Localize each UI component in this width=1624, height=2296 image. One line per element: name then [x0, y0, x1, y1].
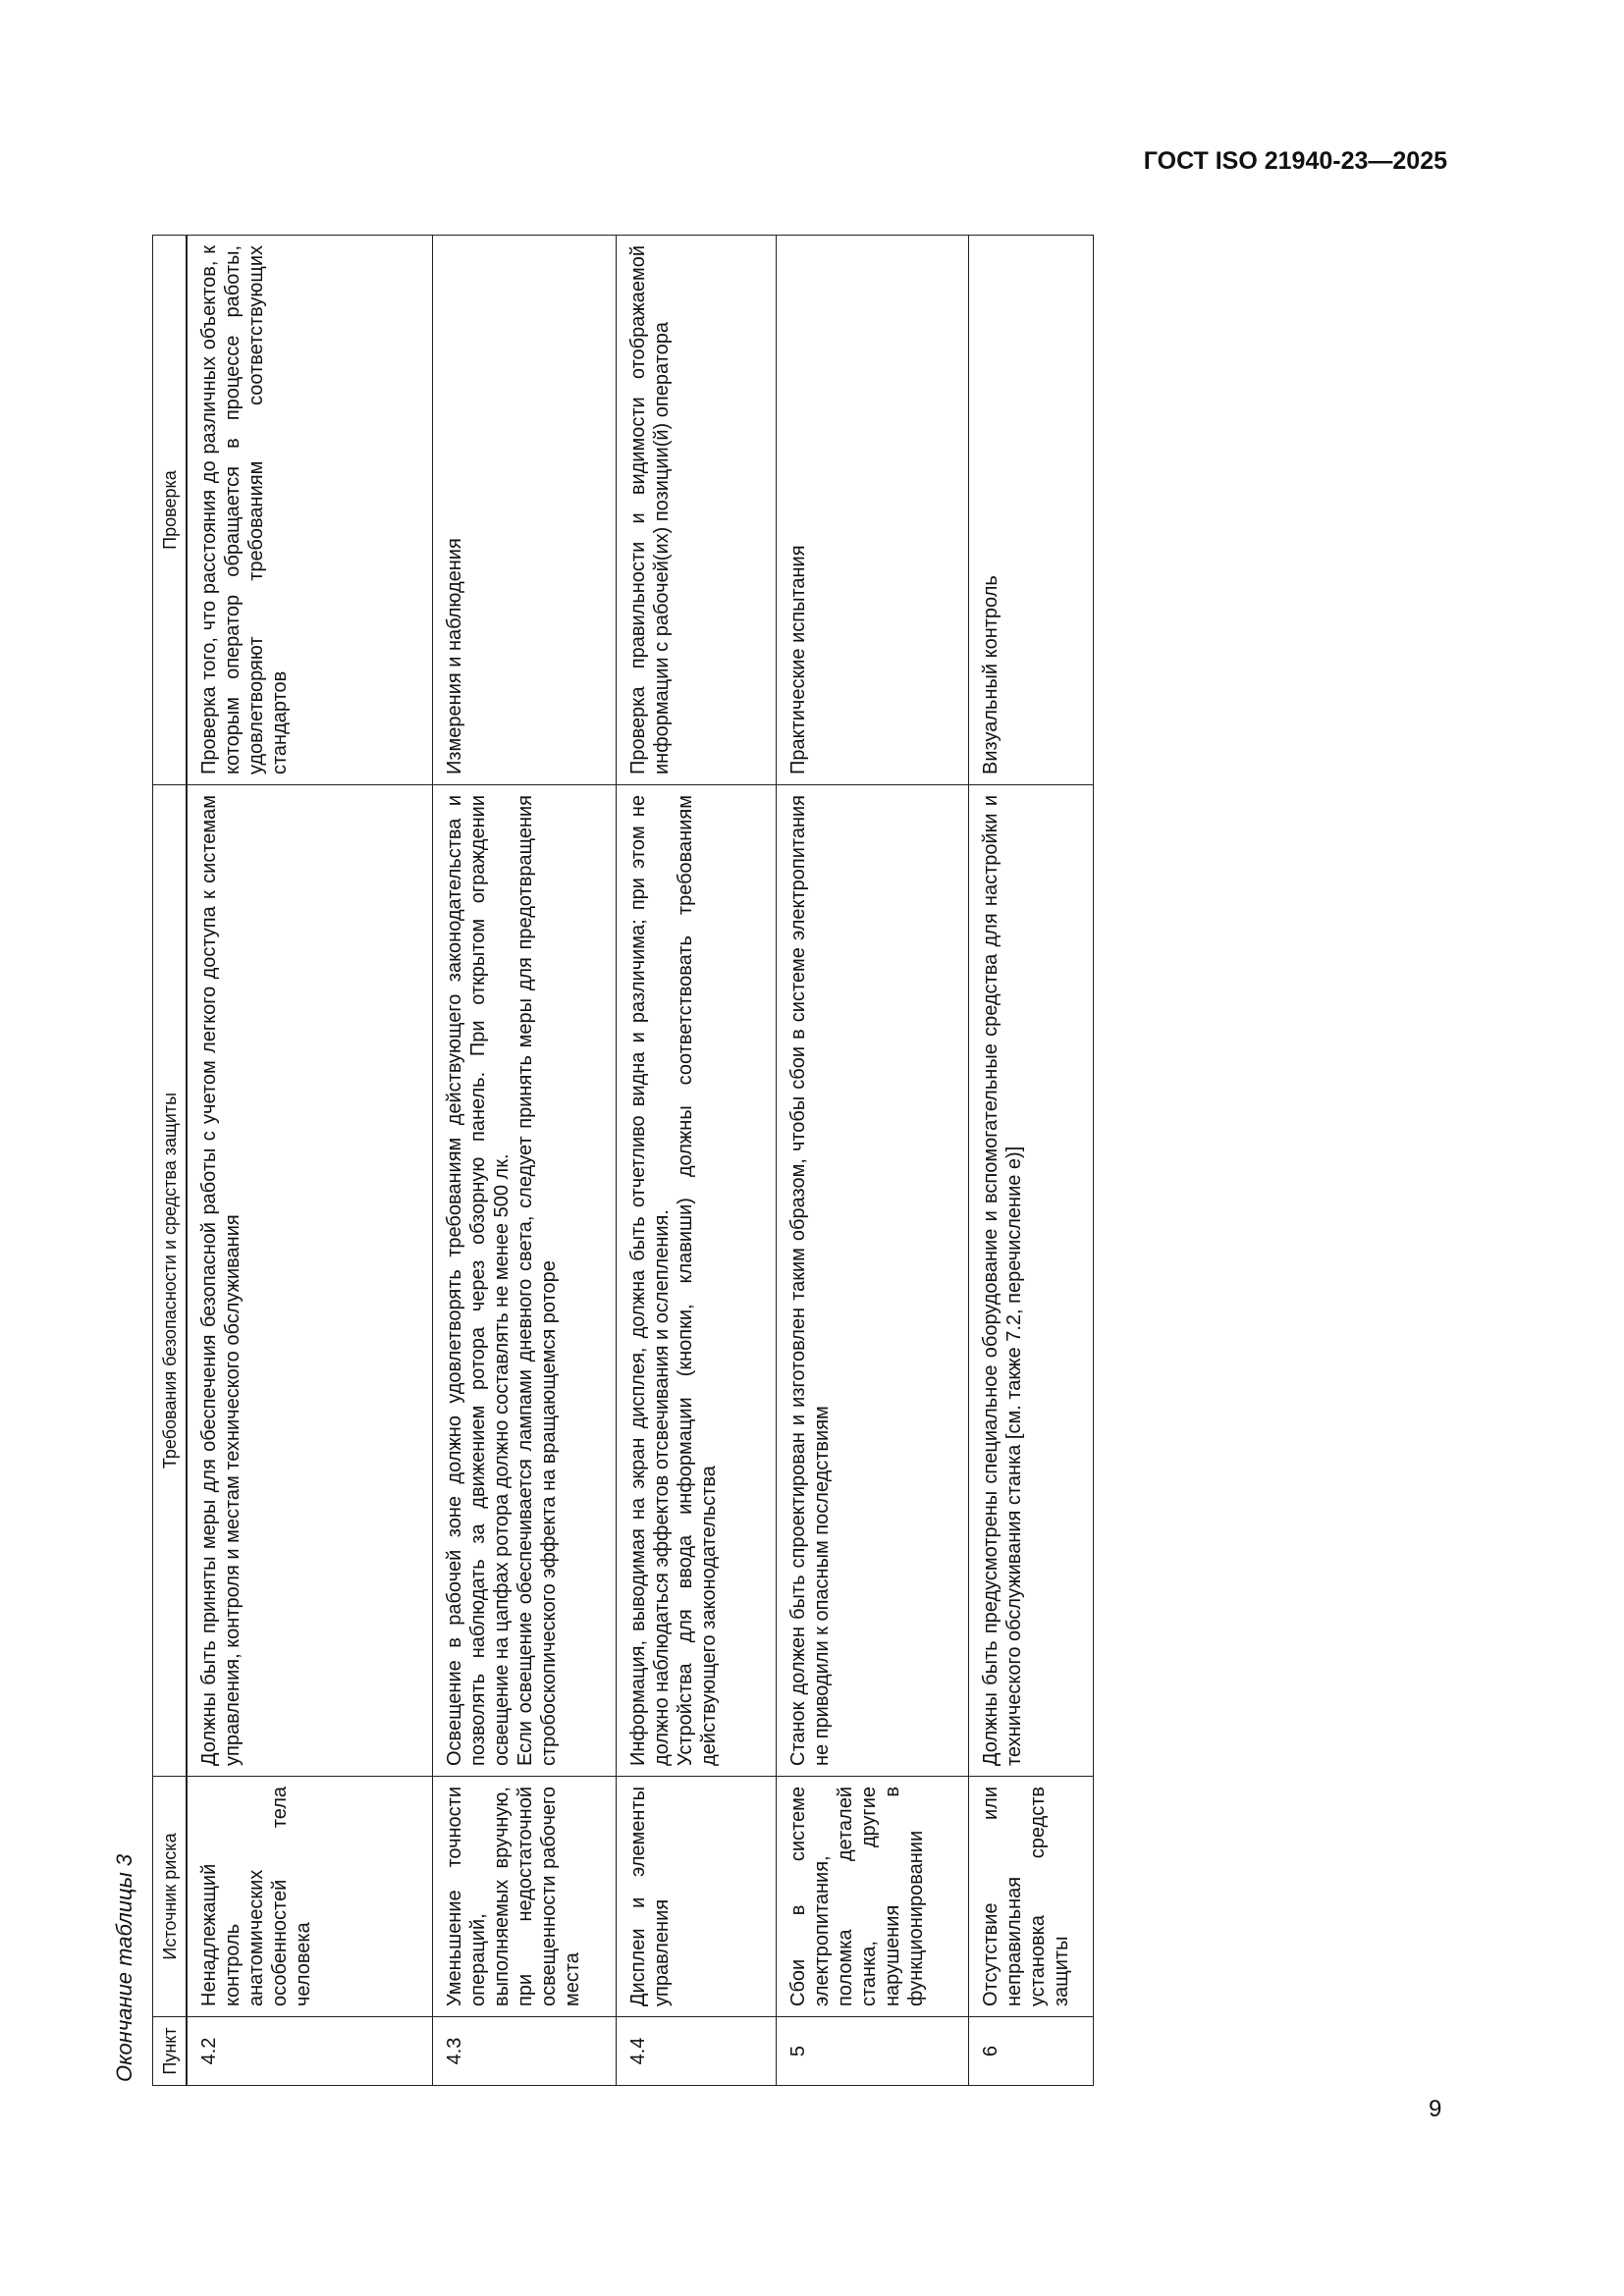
cell-source: Сбои в системе электропитания, поломка деталей станка, другие нарушения в функционировании: [776, 1777, 968, 2017]
requirements-table: [152, 235, 1094, 2086]
cell-check: Проверка того, что расстояния до различных объектов, к которым оператор обращается в процессе работы, удовлетворяют требованиям соответствующих стандартов: [187, 236, 432, 785]
requirements-paragraph: Устройства для ввода информации (кнопки, клавиши) должны соответствовать требованиям действующего законодательства: [674, 795, 720, 1766]
cell-check: Проверка правильности и видимости отображаемой информации с рабочей(их) позиции(й) оператора: [616, 236, 776, 785]
document-id: ГОСТ ISO 21940-23—2025: [1143, 147, 1447, 175]
requirements-paragraph: Информация, выводимая на экран дисплея, должна быть отчетливо видна и различима; при этом не должно наблюдаться эффектов отсвечивания и ослепления.: [626, 795, 673, 1766]
table-header-row: [153, 236, 188, 2086]
cell-requirements: [432, 785, 616, 1777]
col-header-punkt: Пункт: [153, 2017, 188, 2086]
cell-check: Измерения и наблюдения: [432, 236, 616, 785]
table-row: [968, 236, 1093, 2086]
table-caption: Окончание таблицы 3: [112, 1853, 136, 2082]
cell-source: Уменьшение точности операций, выполняемых вручную, при недостаточной освещенности рабочего места: [432, 1777, 616, 2017]
cell-requirements: Должны быть приняты меры для обеспечения безопасной работы с учетом легкого доступа к системам управления, контроля и местам технического обслуживания: [187, 785, 432, 1777]
cell-check: Практические испытания: [776, 236, 968, 785]
page-number: 9: [1429, 2096, 1442, 2122]
table-row: [187, 236, 432, 2086]
cell-punkt: 6: [968, 2017, 1093, 2086]
table-row: [616, 236, 776, 2086]
col-header-check: Проверка: [153, 236, 188, 785]
cell-check: Визуальный контроль: [968, 236, 1093, 785]
requirements-paragraph: Освещение в рабочей зоне должно удовлетворять требованиям действующего законодательства и позволять наблюдать за движением ротора через обзорную панель. При открытом ограждении освещение на цапфах ротора должно составлять не менее 500 лк.: [443, 795, 513, 1766]
cell-punkt: 4.4: [616, 2017, 776, 2086]
col-header-requirements: Требования безопасности и средства защиты: [153, 785, 188, 1777]
cell-source: Дисплеи и элементы управления: [616, 1777, 776, 2017]
cell-punkt: 5: [776, 2017, 968, 2086]
cell-requirements: [616, 785, 776, 1777]
table-row: [432, 236, 616, 2086]
cell-punkt: 4.3: [432, 2017, 616, 2086]
table-row: [776, 236, 968, 2086]
cell-requirements: Должны быть предусмотрены специальное оборудование и вспомогательные средства для настройки и технического обслуживания станка [см. также 7.2, перечисление е)]: [968, 785, 1093, 1777]
cell-punkt: 4.2: [187, 2017, 432, 2086]
cell-requirements: Станок должен быть спроектирован и изготовлен таким образом, чтобы сбои в системе электропитания не приводили к опасным последствиям: [776, 785, 968, 1777]
cell-source: Ненадлежащий контроль анатомических особенностей тела человека: [187, 1777, 432, 2017]
col-header-source: Источник риска: [153, 1777, 188, 2017]
requirements-paragraph: Если освещение обеспечивается лампами дневного света, следует принять меры для предотвращения стробоскопического эффекта на вращающемся роторе: [514, 795, 560, 1766]
cell-source: Отсутствие или неправильная установка средств защиты: [968, 1777, 1093, 2017]
rotated-table-frame: [113, 231, 1117, 2086]
